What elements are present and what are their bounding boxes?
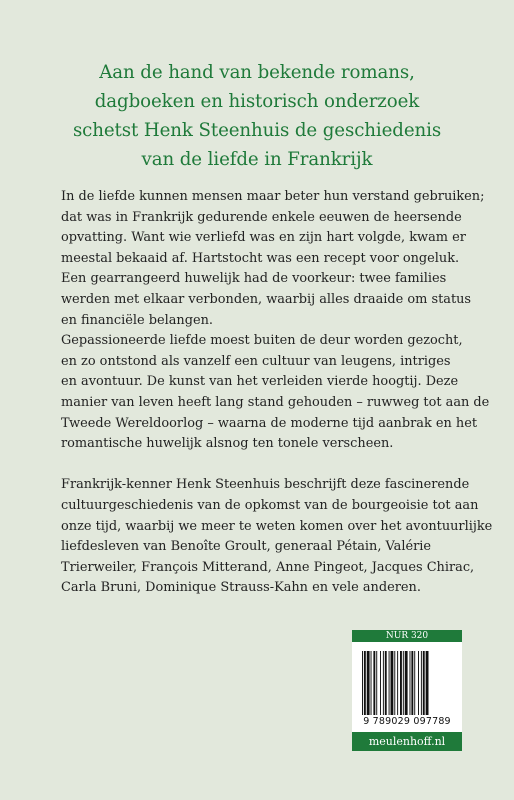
text-line: opvatting. Want wie verliefd was en zijn hart volgde, kwam er [61,230,466,246]
headline-line: Aan de hand van bekende romans, [99,62,415,83]
paragraph-1 [61,187,490,455]
text-line: meestal bekaaid af. Hartstocht was een recept voor ongeluk. [61,250,460,266]
text-line: romantische huwelijk alsnog ten tonele verscheen. [61,436,394,452]
text-line: onze tijd, waarbij we meer te weten komen over het avontuurlijke [61,518,493,534]
barcode-panel [352,642,462,732]
text-line: Trierweiler, François Mitterand, Anne Pingeot, Jacques Chirac, [61,559,475,575]
text-line: Een gearrangeerd huwelijk had de voorkeur: twee families [61,271,447,287]
barcode-icon [362,651,452,715]
publisher-url: meulenhoff.nl [352,732,462,751]
text-line: en financiële belangen. [61,312,214,328]
headline-line: dagboeken en historisch onderzoek [94,91,420,112]
text-line: werden met elkaar verbonden, waarbij alles draaide om status [61,291,472,307]
isbn-number: 9 789029 097789 [363,716,451,727]
blurb-headline [20,58,494,174]
text-line: In de liefde kunnen mensen maar beter hun verstand gebruiken; [61,189,485,204]
text-line: cultuurgeschiedenis van de opkomst van de bourgeoisie tot aan [61,497,479,513]
headline-line: schetst Henk Steenhuis de geschiedenis [72,120,442,141]
text-line: Gepassioneerde liefde moest buiten de deur worden gezocht, [61,333,463,349]
text-line: Frankrijk-kenner Henk Steenhuis beschrijft deze fascinerende [61,477,470,493]
text-line: liefdesleven van Benoîte Groult, generaal Pétain, Valérie [61,539,432,555]
text-line: Tweede Wereldoorlog – waarna de moderne tijd aanbrak en het [61,415,478,431]
nur-badge: NUR 320 [352,630,462,642]
blurb-body [61,187,493,599]
text-line: Carla Bruni, Dominique Strauss-Kahn en vele anderen. [61,580,421,596]
text-line: en avontuur. De kunst van het verleiden vierde hoogtij. Deze [61,374,459,390]
paragraph-gap [61,455,471,476]
text-line: dat was in Frankrijk gedurende enkele eeuwen de heersende [61,209,462,225]
text-line: manier van leven heeft lang stand gehouden – ruwweg tot aan de [61,394,490,410]
paragraph-2 [61,475,493,599]
text-line: en zo ontstond als vanzelf een cultuur van leugens, intriges [61,353,451,369]
headline-line: van de liefde in Frankrijk [141,149,373,170]
